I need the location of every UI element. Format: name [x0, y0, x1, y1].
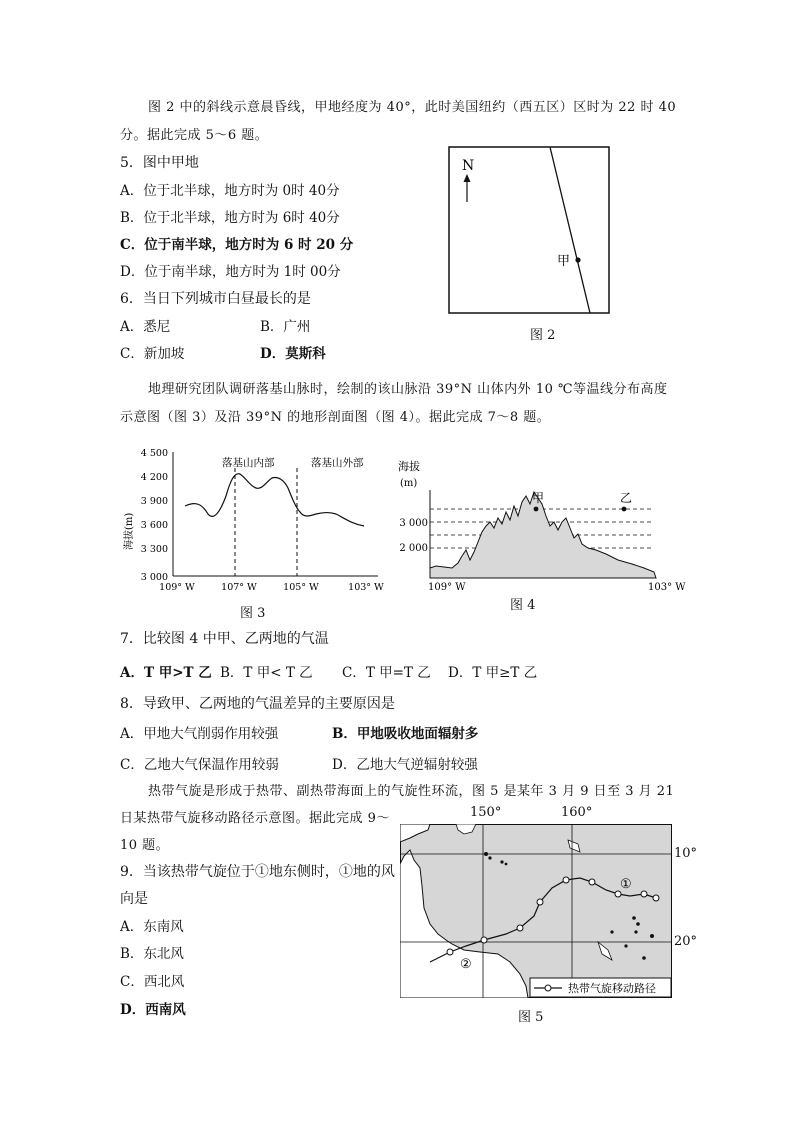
option-a: A．东南风: [120, 919, 184, 935]
longitude-label: 160°: [561, 805, 593, 820]
x-tick-label: 109° W: [159, 582, 195, 593]
point-yi: [622, 507, 627, 512]
figure-5-map: [400, 824, 672, 998]
legend-marker-icon: [545, 985, 551, 991]
y-axis-unit: (m): [400, 478, 418, 489]
y-tick-label: 2 000: [399, 543, 428, 554]
intro-text: 地理研究团队调研落基山脉时，绘制的该山脉沿 39°N 山体内外 10 ℃等温线分布高度: [148, 382, 668, 397]
figure-4: [392, 456, 692, 598]
option-a: A．悉尼: [120, 319, 171, 335]
y-tick-label: 3 600: [140, 520, 168, 531]
y-tick-label: 3 900: [140, 496, 168, 507]
y-tick-label: 3 000: [140, 572, 168, 583]
option-c: C．乙地大气保温作用较弱: [120, 757, 279, 773]
y-tick-label: 3 300: [140, 544, 168, 555]
y-axis-label: 海拔: [398, 460, 420, 473]
isotherm-curve: [185, 474, 364, 526]
question-7: 7．比较图 4 中甲、乙两地的气温: [120, 631, 329, 647]
figure-3-caption: 图 3: [240, 606, 266, 621]
north-label: N: [462, 158, 475, 174]
y-tick-label: 4 500: [140, 448, 168, 459]
latitude-label: 20°: [674, 934, 698, 949]
intro-text: 热带气旋是形成于热带、副热带海面上的气旋性环流，图 5 是某年 3 月 9 日至 3 月 21: [148, 784, 675, 799]
option-a: A．甲地大气削弱作用较强: [120, 726, 279, 742]
point-yi-label: 乙: [620, 491, 633, 505]
option-b: B．东北风: [120, 946, 184, 962]
option-d: D．莫斯科: [260, 346, 326, 362]
intro-text: 分。据此完成 5～6 题。: [120, 128, 269, 143]
figure-3: [118, 446, 390, 596]
x-tick-label: 109° W: [428, 582, 466, 593]
y-axis-label: 海拔(m): [124, 512, 135, 550]
question-6: 6．当日下列城市白昼最长的是: [120, 291, 311, 307]
intro-text: 示意图（图 3）及沿 39°N 的地形剖面图（图 4）。据此完成 7～8 题。: [120, 410, 551, 425]
option-c: C．西北风: [120, 974, 185, 990]
option-a: A．T 甲>T 乙: [120, 665, 212, 681]
question-9: 9．当该热带气旋位于①地东侧时，①地的风: [120, 864, 395, 880]
intro-text: 日某热带气旋移动路径示意图。据此完成 9～: [120, 811, 390, 826]
point-1-label: ①: [620, 877, 632, 892]
region-inside-label: 落基山内部: [222, 457, 275, 469]
option-b: B．甲地吸收地面辐射多: [332, 726, 479, 742]
y-tick-label: 4 200: [140, 472, 168, 483]
option-b: B．位于北半球，地方时为 6时 40分: [120, 210, 340, 226]
option-c: C．位于南半球，地方时为 6 时 20 分: [120, 237, 354, 253]
option-a: A．位于北半球，地方时为 0时 40分: [120, 183, 340, 199]
option-d: D．乙地大气逆辐射较强: [332, 757, 478, 773]
x-tick-label: 107° W: [221, 582, 257, 593]
option-b: B．T 甲< T 乙: [220, 665, 313, 681]
option-c: C．新加坡: [120, 346, 185, 362]
question-9-cont: 向是: [120, 891, 148, 907]
option-b: B．广州: [260, 319, 311, 335]
latitude-label: 10°: [674, 846, 698, 861]
x-tick-label: 103° W: [348, 582, 384, 593]
option-d: D．西南风: [120, 1002, 186, 1018]
point-jia-label: 甲: [532, 491, 545, 505]
x-tick-label: 103° W: [648, 582, 686, 593]
option-d: D．T 甲≥T 乙: [448, 665, 538, 681]
point-2-label: ②: [460, 957, 472, 972]
question-8: 8．导致甲、乙两地的气温差异的主要原因是: [120, 696, 395, 712]
option-d: D．位于南半球，地方时为 1时 00分: [120, 264, 341, 280]
figure-2: [448, 146, 610, 314]
figure-5-caption: 图 5: [518, 1010, 544, 1025]
x-tick-label: 105° W: [283, 582, 319, 593]
point-jia: [575, 257, 580, 262]
longitude-label: 150°: [470, 805, 502, 820]
legend-label: 热带气旋移动路径: [568, 982, 656, 995]
intro-text: 10 题。: [120, 838, 170, 853]
option-c: C．T 甲=T 乙: [342, 665, 431, 681]
region-outside-label: 落基山外部: [311, 457, 364, 469]
point-jia-label: 甲: [557, 254, 571, 269]
y-tick-label: 3 000: [399, 518, 428, 529]
question-5: 5．图中甲地: [120, 155, 199, 171]
figure-2-caption: 图 2: [530, 328, 556, 343]
point-jia: [534, 507, 539, 512]
figure-4-caption: 图 4: [510, 598, 536, 613]
intro-text: 图 2 中的斜线示意晨昏线，甲地经度为 40°，此时美国纽约（西五区）区时为 22 时 40: [148, 100, 677, 115]
